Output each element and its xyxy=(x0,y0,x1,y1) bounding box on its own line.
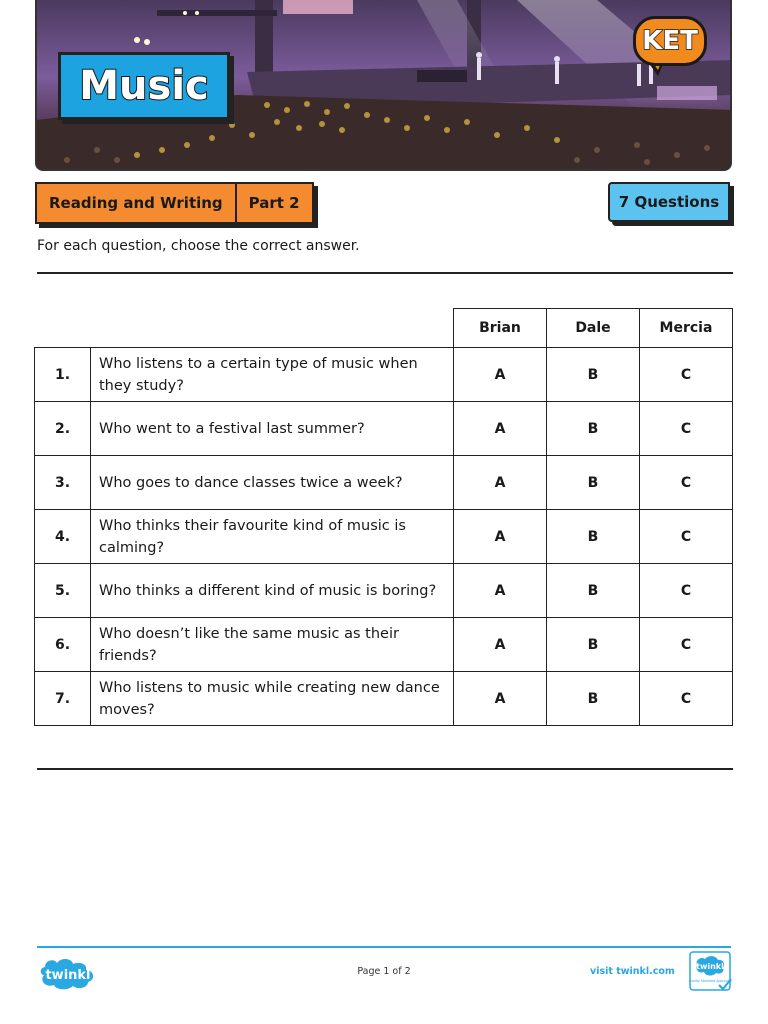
column-header-mercia: Mercia xyxy=(640,309,733,348)
table-row xyxy=(35,456,733,510)
answer-option-c[interactable]: C xyxy=(640,402,733,456)
column-header-dale: Dale xyxy=(547,309,640,348)
question-number: 1. xyxy=(35,348,91,402)
table-header-row xyxy=(35,309,733,348)
answer-option-c[interactable]: C xyxy=(640,348,733,402)
page-number: Page 1 of 2 xyxy=(357,966,411,977)
page-title: Music xyxy=(79,63,209,109)
ket-speech-bubble-icon xyxy=(633,16,707,66)
question-text: Who went to a festival last summer? xyxy=(91,402,454,456)
twinkl-logo-text: twinkl xyxy=(45,968,91,983)
question-text: Who thinks a different kind of music is boring? xyxy=(91,564,454,618)
question-text: Who goes to dance classes twice a week? xyxy=(91,456,454,510)
answer-option-c[interactable]: C xyxy=(640,672,733,726)
answer-option-a[interactable]: A xyxy=(454,348,547,402)
question-number: 3. xyxy=(35,456,91,510)
twinkl-logo-icon[interactable] xyxy=(38,955,98,995)
answer-option-b[interactable]: B xyxy=(547,456,640,510)
question-number: 6. xyxy=(35,618,91,672)
answer-option-a[interactable]: A xyxy=(454,456,547,510)
answer-option-a[interactable]: A xyxy=(454,564,547,618)
instruction-text: For each question, choose the correct answer. xyxy=(37,238,360,254)
ket-badge-label: KET xyxy=(642,26,698,56)
question-text: Who listens to music while creating new dance moves? xyxy=(91,672,454,726)
question-text: Who doesn’t like the same music as their friends? xyxy=(91,618,454,672)
table-row xyxy=(35,510,733,564)
answer-option-b[interactable]: B xyxy=(547,348,640,402)
answer-option-b[interactable]: B xyxy=(547,618,640,672)
table-row xyxy=(35,618,733,672)
answer-option-c[interactable]: C xyxy=(640,510,733,564)
divider-top xyxy=(37,272,733,274)
question-number: 5. xyxy=(35,564,91,618)
part-tag: Part 2 xyxy=(235,184,312,222)
table-row xyxy=(35,402,733,456)
table-row xyxy=(35,348,733,402)
table-header-blank xyxy=(35,309,454,348)
visit-link[interactable]: visit twinkl.com xyxy=(590,966,675,977)
section-tag: Reading and Writing xyxy=(37,184,235,222)
questions-count-tag: 7 Questions xyxy=(608,182,730,222)
answer-option-c[interactable]: C xyxy=(640,456,733,510)
footer-divider xyxy=(37,946,731,948)
question-text: Who thinks their favourite kind of music is calming? xyxy=(91,510,454,564)
question-number: 7. xyxy=(35,672,91,726)
answer-option-a[interactable]: A xyxy=(454,672,547,726)
quality-approved-badge-icon xyxy=(689,951,733,997)
answer-option-b[interactable]: B xyxy=(547,510,640,564)
answer-option-a[interactable]: A xyxy=(454,510,547,564)
answer-option-a[interactable]: A xyxy=(454,618,547,672)
table-row xyxy=(35,672,733,726)
answer-option-b[interactable]: B xyxy=(547,402,640,456)
answer-option-c[interactable]: C xyxy=(640,618,733,672)
answer-option-b[interactable]: B xyxy=(547,672,640,726)
answer-option-b[interactable]: B xyxy=(547,564,640,618)
approved-badge-caption: Quality Standard Approved xyxy=(689,979,732,983)
approved-badge-text: twinkl xyxy=(696,962,724,971)
questions-table xyxy=(34,308,733,726)
page-title-box xyxy=(58,52,230,120)
divider-bottom xyxy=(37,768,733,770)
section-tags xyxy=(35,182,314,224)
question-number: 2. xyxy=(35,402,91,456)
column-header-brian: Brian xyxy=(454,309,547,348)
question-text: Who listens to a certain type of music when they study? xyxy=(91,348,454,402)
answer-option-c[interactable]: C xyxy=(640,564,733,618)
question-number: 4. xyxy=(35,510,91,564)
answer-option-a[interactable]: A xyxy=(454,402,547,456)
table-row xyxy=(35,564,733,618)
